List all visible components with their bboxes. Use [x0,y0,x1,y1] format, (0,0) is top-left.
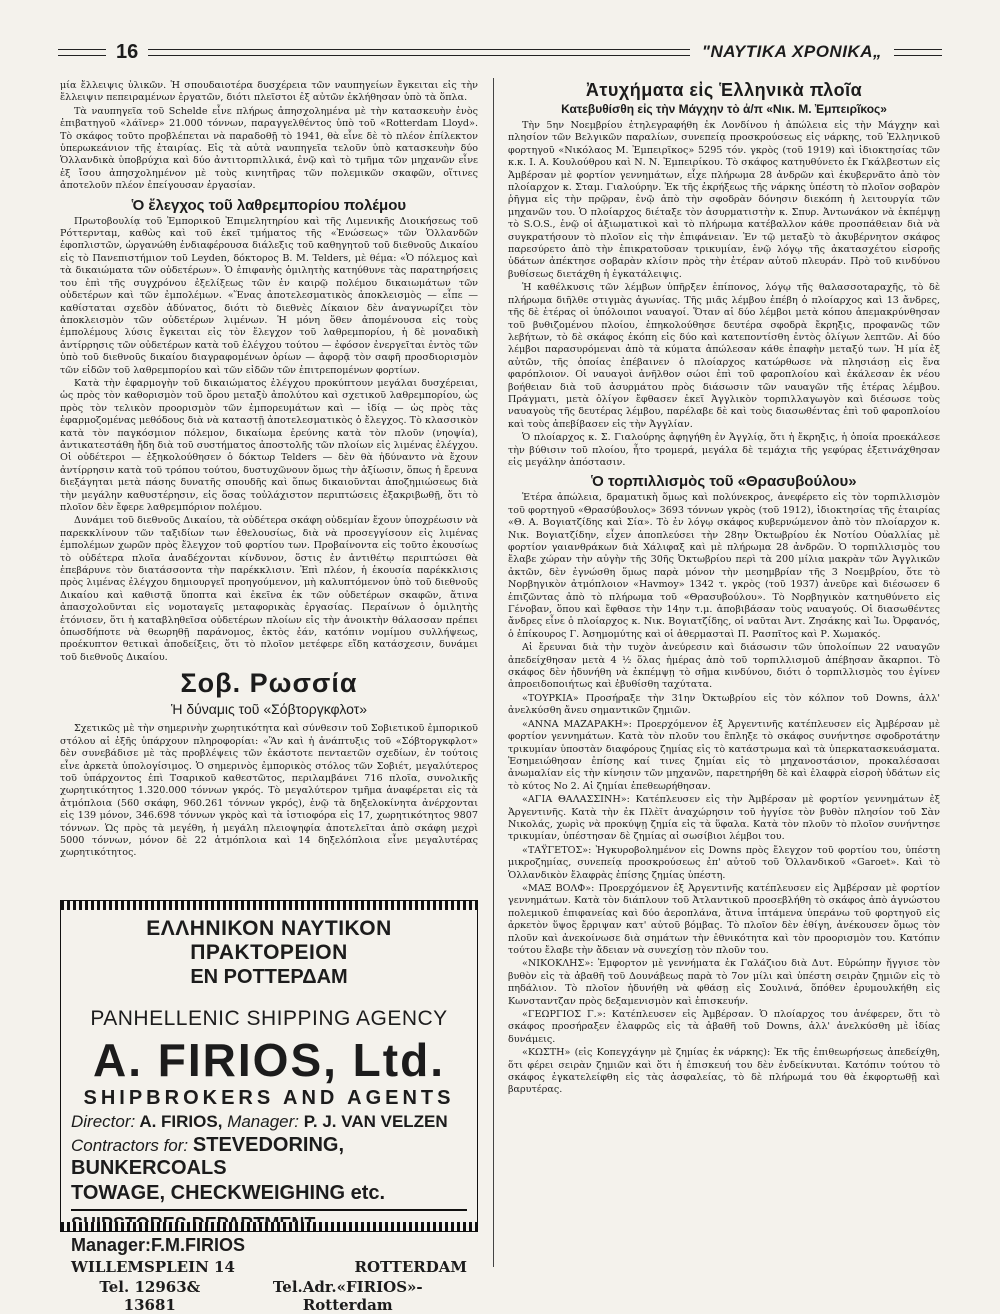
column-divider [493,78,494,1267]
left-intro-paragraph: μία ἔλλειψις ὑλικῶν. Ἡ σπουδαιοτέρα δυσχέρεια τῶν ναυπηγείων ἔγκειται εἰς τὴν ἔλλειψιν πεπειραμένων ἐργατῶν, διότι πλεῖστοι ἐξ αὐτῶν ἐκλήθησαν ὑπὸ τὰ ὅπλα. [60,80,478,104]
ad-tagline: SHIPBROKERS AND AGENTS [83,1087,455,1109]
ship-report-nikoklis: «ΝΙΚΟΚΛΗΣ»: Ἐμφορτον μὲ γεννήματα ἐκ Γαλάζιου διὰ Δυτ. Εὐρώπην ἤγγισε τὸν βυθὸν εἰς τὰ ἀβαθῆ τοῦ Δουνάβεως παρὰ τὸ 7ον μίλι καὶ ὑπέστη σειρὰν ζημιῶν εἰς τὸ πηδάλιον. Τὸ πλοῖον ἠδυνήθη νὰ φθάσῃ εἰς Σουλινά, ὅπόθεν ἐρυμουλκήθη εἰς Κωνσταντζαν πρὸς δεξαμενισμὸν καὶ ἐπισκευήν. [508,958,940,1007]
ad-manager-label: Manager: [227,1112,300,1131]
contraband-paragraph: Δυνάμει τοῦ διεθνοῦς Δικαίου, τὰ οὐδέτερα σκάφη οὐδεμίαν ἔχουν ὑποχρέωσιν νὰ παρεκκλίνουν τῶν ταξιδίων των ἐθελουσίως, διὰ νὰ προσεγγίσουν εἰς λιμένας ἐμπολέμων χωρῶν πρὸς ἔλεγχον τοῦ φορτίου των. Προβαίνοντα εἰς τοῦτο ἑκουσίως τὸ οὐδέτερα πλοῖα ἀναδέχονται κίνδυνον, ὅστις ἐν ἀντιθέτῳ περιπτώσει θὰ ἐπεβάρυνε τὸν διατάσσοντα τὴν παρέκκλισιν. Ἐπὶ πλέον, ἡ ἑκουσία παρέκκλισις πρὸς λιμένας ἐλέγχου δημιουργεῖ προηγούμενον, μὴ καλυπτόμενον ὑπὸ τοῦ διεθνοῦς Δικαίου καὶ καθιστᾷ ὕποπτα καὶ ἐκεῖνα ἐκ τῶν οὐδετέρων σκαφῶν, ἅτινα ἀπασχολοῦνται εἰς νομοταγεῖς μεταφορικὰς ἐργασίας. Περαίνων ὁ ὁμιλητὴς ἐτόνισεν, ὅτι ἡ καταβληθεῖσα οὐδετέρων πλοίων εἰς τὴν ἀνοικτὴν θάλασσαν πρέπει ὁπωσδήποτε νὰ θεωρηθῇ παράνομος, ἐκτὸς ἐάν, κατόπιν νομίμου συλλήψεως, προέκυπτον θετικαὶ ἀποδείξεις, ὅτι τὸ πλοῖον μετέφερε εἴδη κατάσχεσιν, δυνάμει τοῦ διεθνοῦς Δικαίου. [60,515,478,663]
ad-director-line [71,1112,467,1132]
ship-report-tourkia: «ΤΟΥΡΚΙΑ» Προσήραξε τὴν 31ην Ὀκτωβρίου εἰς τὸν κόλπον τοῦ Downs, ἀλλ' ἀνελκύσθη ἄνευ σημαντικῶν ζημιῶν. [508,692,940,717]
page-header [58,36,942,68]
ad-phone-row [71,1278,467,1314]
ship-report-taygetos: «ΤΑΫΓΕΤΟΣ»: Ἠγκυροβολημένον εἰς Downs πρὸς ἔλεγχον τοῦ φορτίου του, ὑπέστη μικροζημίας, συνεπείᾳ προσκρούσεως ἐπ' αὐτοῦ τοῦ Ὁλλανδικοῦ «Garoet». Καὶ τὸ Ὁλλανδικὸν ἔλαφρὰς ἐπίσης ζημίας ὑπέστη. [508,844,940,881]
ad-contractors: STEVEDORING, BUNKERCOALS [71,1134,345,1179]
ad-phone: Tel. 12963& 13681 [99,1278,201,1314]
ad-contractors-line [71,1134,467,1180]
accident-paragraph: Ὁ πλοίαρχος κ. Σ. Γιαλούρης ἀφηγήθη ἐν Ἀγγλίᾳ, ὅτι ἡ ἔκρηξις, ἡ ὁποία προεκάλεσε τὴν βύθισιν τοῦ πλοίου, ἦτο τρομερά, μεγάλα δὲ τεμάχια τῆς γεφύρας ἐξετινάχθησαν εἰς μεγάλην ἀπόστασιν. [508,432,940,468]
ship-report-max-wolf: «ΜΑΞ ΒΟΛΦ»: Προερχόμενον ἐξ Ἀργεντινῆς κατέπλευσεν εἰς Ἀμβέρσαν μὲ φορτίον γεννημάτων. Κατὰ τὸν διάπλουν τοῦ Ἀτλαντικοῦ προσεβλήθη τὸ σκάφος ἀπὸ ἀγνώστου πολεμικοῦ ἐπιφανείας καὶ δύο ἀεροπλάνα, ἅτινα ἱπτάμενα ὑπεράνω τοῦ φορτηγοῦ εἰς ἀρκετὸν ὕψος ἔρριψαν κατ' αὐτοῦ βόμβας. Τὸ πλοῖον δὲν ἐθίγη, ἀνέκουσεν ὅμως τὸν πλοῦν καὶ ἀνεκοίνωσε διὰ σημάτων τὴν ἐθνικότητα καὶ τὸν προορισμὸν του. Κατόπιν τούτου ἔλαβε τὴν ἄδειαν νὰ συνεχίσῃ τὸν πλοῦν του. [508,882,940,956]
accident-paragraph: Ἡ καθέλκυσις τῶν λέμβων ὑπῆρξεν ἐπίπονος, λόγῳ τῆς θαλασσοταραχῆς, τὸ δὲ πλήρωμα διῆλθε στιγμὰς ἀγωνίας. Τῆς μιᾶς λέμβου ἐπέβη ὁ πλοίαρχος καὶ 13 ἄνδρες, τῆς δὲ ἑτέρας οἱ ὑπόλοιποι ναυαγοί. Ὅταν αἱ δύο λέμβοι μετὰ κόπου ἀπεμακρύνθησαν τοῦ βυθιζομένου πλοίου, ἐπηκολούθησε δευτέρα σφοδρὰ ἔκρηξις, προφανῶς τῶν λεβήτων, τὸ δὲ σκάφος ἐκόπη εἰς δύο καὶ κατεποντίσθη ἐντὸς ὀλίγων λεπτῶν. Αἱ δύο λέμβοι παρασυρόμεναι ἀπὸ τὰ κύματα ἀπώλεσαν κάθε ἐπαφὴν μεταξύ των. Ἡ μία ἐξ αὐτῶν, τῆς ὁποίας ἐπέβαινεν ὁ πλοίαρχος κατώρθωσε νὰ πλησιάσῃ εἰς ἕνα φαρόπλοιον. Οἱ ναυαγοὶ ἀνῆλθον σώοι ἐπὶ τοῦ φαροπλοίου καὶ ἐκάλεσαν ἐκ νέου βοήθειαν διὰ τοῦ ἀσυρμάτου πρὸς διάσωσιν τῶν ναυαγῶν τῆς ἑτέρας λέμβου. Πράγματι, μετὰ ὀλίγον ἔφθασεν ἐκεῖ Ἀγγλικὸν τορπιλλαγωγὸν καὶ διέσωσε τοὺς ναυαγοὺς τῆς δευτέρας λέμβου, παρέλαβε δὲ καὶ τοὺς διασωθέντας ἐπὶ τοῦ φαροπλοίου καὶ τοὺς ἀπεβίβασεν εἰς τὴν Ἀγγλίαν. [508,282,940,430]
firios-advertisement [60,900,478,1314]
ship-report-georgios: «ΓΕΩΡΓΙΟΣ Γ.»: Κατέπλευσεν εἰς Ἀμβέρσαν. Ὁ πλοίαρχος του ἀνέφερεν, ὅτι τὸ σκάφος προσήραξεν ἐλαφρῶς εἰς τὰ ἀβαθῆ τοῦ Downs, ἀλλ' ἀνελκύσθη μὲ ἰδίας δυνάμεις. [508,1009,940,1045]
accident-paragraph: Τὴν 5ην Νοεμβρίου ἐτηλεγραφήθη ἐκ Λονδίνου ἡ ἀπώλεια εἰς τὴν Μάγχην καὶ πλησίον τῶν Βελγικῶν παραλίων, συνεπείᾳ προσκρούσεως εἰς νάρκης, τοῦ Ἑλληνικοῦ φορτηγοῦ «Νικόλαος Μ. Ἐμπειρῖκος» 5295 τόν. γκρὸς (τοῦ 1919) καὶ ἰδιοκτησίας τῶν κ.κ. Ι. Α. Κουλούθρου καὶ Ν. Ν. Ἐμπειρίκου. Τὸ σκάφος κατηυθύνετο ἐκ Γκάλβεστων εἰς Ἀμβέρσαν μὲ φορτίον γεννημάτων, εἶχε πλήρωμα 28 ἀνδρῶν καὶ ἐκυβερνᾶτο ἀπὸ τὸν πλοίαρχον κ. Σταμ. Γιαλούρην. Ἐκ τῆς ἐκρήξεως τῆς νάρκης ὑπέστη τὸ πλοῖον σοβαρὸν ῥῆγμα εἰς τὴν πρῷραν, ἐνῷ ἀπὸ τὴν σφοδρὰν δόνησιν διεκόπη ἡ λειτουργία τῶν μηχανῶν του. Ὁ πλοίαρχος διέταξε τὸν ἀσυρματιστὴν κ. Σπυρ. Ἀντωνάκον νὰ ἐκπέμψῃ τὸ S.O.S., ἐνῷ οἱ ἀξιωματικοὶ καὶ τὸ πλήρωμα κατέβαλλον κάθε προσπάθειαν διὰ νὰ συγκρατήσουν τὸ πλοῖον εἰς τὴν ἐπιφάνειαν. Ἐν τῷ μεταξὺ τὸ ἀκυβέρνητον σκάφος παρεσύρετο ἀπὸ τὴν ἐπικρατοῦσαν τρικυμίαν, ἐνῷ λόγῳ τῆς ἀκατασχέτου εἰσροῆς ὑδάτων ἀπέκτησε σοβαρὰν κλίσιν πρὸς τὴν ἑτέραν αὐτοῦ πλευράν. Πρὸ τοῦ κινδύνου βυθίσεως διετάχθη ἡ ἐγκατάλειψις. [508,120,940,280]
ad-contractors-label: Contractors for: [71,1136,189,1155]
right-column [508,80,940,1267]
ad-border-band-bottom [61,1222,477,1231]
ad-services-line: TOWAGE, CHECKWEIGHING etc. [71,1182,386,1204]
ship-report-kosti: «ΚΩΣΤΗ» (εἰς Κοπεγχάγην μὲ ζημίας ἐκ νάρκης): Ἐκ τῆς ἐπιθεωρήσεως ἀπεδείχθη, ὅτι φέρει σειρὰν ζημιῶν καὶ ὅτι ἡ ἐπισκευή του δὲν ἐνδείκνυται. Κατόπιν τούτου τὸ σκάφος ἐγκατελείφθη εἰς τὰς ἀσφαλείας, τὸ δὲ πλήρωμά του θὰ ἐκφορτωθῇ καὶ βαρυτέρας. [508,1047,940,1096]
ad-greek-title: ΕΛΛΗΝΙΚΟΝ ΝΑΥΤΙΚΟΝ ΠΡΑΚΤΟΡΕΙΟΝ [146,917,392,964]
ad-address-city: ROTTERDAM [354,1258,467,1276]
ad-telegraph-address: Tel.Adr.«FIRIOS»-Rotterdam [272,1278,423,1314]
torpedo-paragraph: Ἑτέρα ἀπώλεια, δραματικὴ ὅμως καὶ πολύνεκρος, ἀνεφέρετο εἰς τὸν τορπιλλισμὸν τοῦ φορτηγοῦ «Θρασύβουλος» 3693 τόννων γκρὸς (τοῦ 1912), ἰδιοκτησίας τῆς ἑταιρίας «Θ. Α. Βογιατζίδης καὶ Σία». Τὸ ἐν λόγῳ σκάφος κυβερνώμενον ἀπὸ τὸν πλοίαρχον κ. Νικ. Βογιατζίδην, εἶχεν ἀποπλεύσει τὴν 28ην Ὀκτωβρίου ἐκ Νοτίου Οὐαλλίας μὲ φορτίον γαιανθράκων διὰ Χάλιφαξ καὶ μὲ πλήρωμα 28 ἀνδρῶν. Ὁ τορπιλλισμὸς του ἔλαβε χώραν τὴν αὐγὴν τῆς 30ῆς Ὀκτωβρίου περὶ τὰ 200 μίλια μακρὰν τῶν Ἀγγλικῶν ἀκτῶν, δὲν ἐγνώσθη ὅμως παρὰ μόνον τὴν μεσημβρίαν τῆς 3 Νοεμβρίου, ὅτε τὸ Νορβηγικὸν ἀτμόπλοιον «Havmoy» 1342 τ. γκρὸς (τοῦ 1937) ἀνεῦρε καὶ διέσωσεν 6 ἐπιζῶντας ἀπὸ τὸ πλήρωμα τοῦ «Θρασυβούλου». Τὸ Νορβηγικὸν κατηυθύνετο εἰς Γένοβαν, ὅπου καὶ ἔφθασε τὴν 14ην τ.μ. ἀποβιβάσαν τοὺς ναυαγούς. Οἱ διασωθέντες ἄνδρες εἶνε ὁ πλοίαρχος κ. Νικ. Βογιατζίδης, οἱ ναῦται Ἀντ. Ζησάκης καὶ Ἰω. Ὀρφανός, ὁ ἐπίκουρος Γ. Ἀσημομύτης καὶ οἱ ἀθερμασταὶ Π. Ρασπῖτος καὶ Ρ. Χωμακός. [508,492,940,640]
heading-contraband: Ὁ ἔλεγχος τοῦ λαθρεμπορίου πολέμου [131,196,407,214]
heading-thrasyvoulos-torpedoing: Ὁ τορπιλλισμὸς τοῦ «Θρασυβούλου» [591,473,857,491]
ad-manager: P. J. VAN VELZEN [303,1112,448,1131]
ad-border-band-top [61,901,477,910]
subheading-empirikos-sunk: Κατεβυθίσθη εἰς τὴν Μάγχην τὸ ἀ/π «Νικ. Μ. Ἐμπειρῖκος» [561,102,887,116]
ad-address-row [71,1258,467,1276]
header-rule-left [58,49,106,56]
header-rule-middle [148,49,690,56]
ad-shipstores-line: Manager:F.M.FIRIOS [71,1209,467,1256]
subheading-sovtorgflot: Ἡ δύναμις τοῦ «Σόβτοργκφλοτ» [170,701,368,718]
heading-soviet-russia: Σοβ. Ρωσσία [180,668,358,699]
header-rule-right [894,49,942,56]
left-column [60,80,478,891]
ship-report-anna-mazaraki: «ΑΝΝΑ ΜΑΖΑΡΑΚΗ»: Προερχόμενον ἐξ Ἀργεντινῆς κατέπλευσεν εἰς Ἀμβέρσαν μὲ φορτίον γεννημάτων. Κατὰ τὸν πλοῦν του ἔπληξε τὸ σκάφος συνήντησε σφοδροτάτην τρικυμίαν ὑποστὰν διαφόρους ζημίας εἰς τὸ κατάστρωμα καὶ τὰ ὑπερκατασκευάσματα. Ἐσημειώθησαν ἐπίσης καί τινες ζημίαι εἰς τὸ μηχανοστάσιον, προκαλέσασαι ἀνωμαλίαν εἰς τὴν κίνησιν τῶν μηχανῶν, παρετηρήθη δὲ καὶ ἐλαφρὰ εἰσροὴ ὑδάτων εἰς τὸ κύτος No 2. Αἱ ζημίαι ἐπεθεωρήθησαν. [508,718,940,792]
ad-agency-name: PANHELLENIC SHIPPING AGENCY [90,1007,448,1030]
ad-address-street: WILLEMSPLEIN 14 [71,1258,235,1276]
ad-content [71,915,467,1314]
page-number: 16 [116,40,139,63]
publication-title: "ΝΑΥΤΙΚΑ ΧΡΟΝΙΚΑ„ [701,42,882,61]
ship-report-agia-thalassini: «ΑΓΙΑ ΘΑΛΑΣΣΙΝΗ»: Κατέπλευσεν εἰς τὴν Ἀμβέρσαν μὲ φορτίον γεννημάτων ἐξ Ἀργεντινῆς. Κατὰ τὴν ἐκ Πλὲϊτ ἀναχώρησιν τοῦ ἠγγίσε τὸν βυθὸν πλησίον τοῦ Σὰν Νικολάς, χωρὶς νὰ προκύψῃ ζημία εἰς τὰ ὕφαλα. Κατὰ τὸν πλοῦν τὸ πλοῖον συνήντησε τρικυμίαν, ὑπέστησαν δὲ ζημίας αἱ σωσίβιοι λέμβοι του. [508,794,940,843]
ad-director-label: Director: [71,1112,136,1131]
left-intro-paragraph: Τὰ ναυπηγεῖα τοῦ Schelde εἶνε πλήρως ἀπησχολημένα μὲ τὴν κατασκευὴν ἑνὸς ἐπιβατηγοῦ «λάϊνερ» 21.000 τόννων, παραγγελθέντος ὑπὸ τοῦ «Rotterdam Lloyd». Τὸ σκάφος τοῦτο προβλέπεται νὰ παραδοθῇ τὸ 1941, θὰ εἶνε δὲ τὸ πλέον ἐπίλεκτον ὑπερωκεάνιον τῆς ἑταιρίας. Εἰς τὰ αὐτὰ ναυπηγεῖα τελοῦν ὑπὸ κατασκευὴν δύο Ὁλλανδικὰ ὑποβρύχια καὶ δύο ἀντιτορπιλλικά, ἐνῷ καὶ τὸ τμῆμα τῶν μηχανῶν εἶνε ἐξ ἴσου ἀπησχολημένον μὲ τοὺς κινητῆρας τῶν πολεμικῶν σκαφῶν, οἵτινες ἀποτελοῦν πλέον ἐπείγουσαν ἐργασίαν. [60,105,478,192]
soviet-paragraph: Σχετικῶς μὲ τὴν σημερινὴν χωρητικότητα καὶ σύνθεσιν τοῦ Σοβιετικοῦ ἐμπορικοῦ στόλου αἱ ἐξῆς ὑπάρχουν πληροφορίαι: «Ἂν καὶ ἡ ἀνάπτυξις τοῦ «Σόβτοργκφλοτ» δὲν συνεβάδισε μὲ τὰς προβλέψεις τῶν ἑκάστοτε πενταετῶν σχεδίων, ἐν τούτοις εἶνε ἀρκετὰ ὑπολογίσιμος. Ὁ σημερινὸς ἐμπορικὸς στόλος τῶν Σοβιέτ, μεγαλύτερος τοῦ ὑπάρχοντος ἐπὶ Τσαρικοῦ καθεστῶτος, περιλαμβάνει 716 πλοῖα, συνολικῆς χωρητικότητος 1.320.000 τόννων γκρός. Τὸ μεγαλύτερον τμῆμα ἀναφέρεται εἰς τὰ ἀτμόπλοια (560 σκάφη, 960.261 τόννων γκρός), ἐνῷ τὰ δηξελοκίνητα ἀνέρχονται εἰς 139 μόνον, 346.698 τόννων γκρὸς καὶ τὰ ἱστιοφόρα εἰς 17, χωρητικότητος 9807 τόννων. Ὡς πρὸς τὰ μεγέθη, ἡ μεγάλη πλειοψηφία ἀποτελεῖται ἀπὸ σκάφη μεχρὶ 5000 τόννων, μόνον δὲ 22 ἀτμόπλοια καὶ 14 δηξελόπλοια εἶνε μεγαλυτέρας χωρητικότητος. [60,723,478,859]
heading-greek-ship-accidents: Ἀτυχήματα εἰς Ἑλληνικὰ πλοῖα [585,80,863,100]
ad-director: A. FIRIOS, [139,1112,223,1131]
torpedo-paragraph: Αἱ ἔρευναι διὰ τὴν τυχὸν ἀνεύρεσιν καὶ διάσωσιν τῶν ὑπολοίπων 22 ναυαγῶν ἀπεδείχθησαν μετὰ 4 ½ ὅλας ἡμέρας ἀπὸ τοῦ τορπιλλισμοῦ ἀπέβησαν ἄκαρποι. Τὸ σκάφος δὲν ἠδυνήθη νὰ ἐκπέμψῃ τὸ σῆμα κινδύνου, διότι ὁ τορπιλλισμὸς του ἐγίνεν ἀπροειδοποιήτως καὶ ἐβυθίσθη ταχύτατα. [508,642,940,691]
ad-greek-location: ΕΝ ΡΟΤΤΕΡΔΑΜ [190,966,348,988]
contraband-paragraph: Πρωτοβουλίᾳ τοῦ Ἐμπορικοῦ Ἐπιμελητηρίου καὶ τῆς Λιμενικῆς Διοικήσεως τοῦ Ρόττερνταμ, καθὼς καὶ τοῦ ἐκεῖ τμήματος τῆς «Ἑνώσεως» τῶν Ὁλλανδῶν ἐφοπλιστῶν, ὠργανώθη ἐνδιαφέρουσα διάλεξις τοῦ καθηγητοῦ τοῦ διεθνοῦς Δικαίου εἰς τὸ Πανεπιστήμιον τοῦ Leyden, δόκτορος Β. Μ. Telders, μὲ θέμα: «Ὁ πόλεμος καὶ τὰ δικαιώματα τῶν οὐδετέρων». Ὁ ἐπιφανὴς ὁμιλητὴς κατηύθυνε τὰς παρατηρήσεις του ἐπὶ τῆς συγχρόνου ἐξελίξεως τῶν ἐν καιρῷ πολέμου δικαιωμάτων τῶν οὐδετέρων καὶ τῶν ἐμπολέμων. «Ἕνας ἀποτελεσματικὸς ἀποκλεισμὸς — εἶπε — καθίσταται σχεδὸν ἀδύνατος, διότι τὸ διεθνὲς Δίκαιον δὲν ἀναγνωρίζει τὸν ἀποκλεισμὸν τῶν οὐδετέρων λιμένων. Ἡ μόνη ὅθεν ἀπομένουσα εἰς τοὺς ἐμπολέμους λύσις ἔγκειται εἰς τὸν ἔλεγχον τοῦ λαθρεμπορίου, ἡ δὲ μοναδικὴ ἀντίρρησις τῶν οὐδετέρων κατὰ τοῦ ἐλέγχου τούτου — ἐφόσον ἐνεργεῖται ἐντὸς τῶν ὑπὸ τοῦ διεθνοῦς δικαίου διαγραφομένων ὁρίων — ἀφορᾷ τὸν σαφῆ προσδιορισμὸν τῶν εἰδῶν τοῦ λαθρεμπορίου καὶ τῶν εἰδῶν τῶν ἐπιτρεπομένων φορτίων. [60,215,478,376]
ad-company-name: A. FIRIOS, Ltd. [93,1034,445,1086]
contraband-paragraph: Κατὰ τὴν ἐφαρμογὴν τοῦ δικαιώματος ἐλέγχου προκύπτουν μεγάλαι δυσχέρειαι, ὡς πρὸς τὸν καθορισμὸν τοῦ ὅρου μεταξὺ ἀπολύτου καὶ σχετικοῦ λαθρεμπορίου, ὡς πρὸς τὸν τελικὸν προορισμὸν τῶν ἐμπορευμάτων καὶ — ἰδίᾳ — ὡς πρὸς τὰς ἐφαρμοζομένας μεθόδους διὰ νὰ καταστῇ ἀποτελεσματικὸς ὁ ἔλεγχος. Τὸ κλασσικὸν κατὰ τὸν παγκόσμιον πόλεμον, δικαίωμα ἐρεύνης κατὰ τὸν πλοῦν (νηοψία), ἀντικατεστάθη ἤδη διὰ τοῦ συστήματος ἀποστολῆς τῶν πλοίων εἰς λιμένας ἐλέγχου. Οἱ οὐδέτεροι — ἐξηκολούθησεν ὁ δόκτωρ Telders — δὲν θὰ ἠδύναντο νὰ ἔχουν ἀντίρρησιν κατὰ τοῦ τρόπου τούτου, δυστυχῶνουν ὅμως τὴν ἀξίωσιν, ὅπως ἡ ἔρευνα διεξάγηται μετὰ πάσης δυνατῆς σπουδῆς καὶ ὅπως δικαιοῦνται ἀποζημιώσεως διὰ τὴν μεγάλην καθυστέρησιν, εἰς ὅσας τοὐλάχιστον περιπτώσεις ἐξακριβωθῇ, ὅτι τὸ πλοῖον δὲν ἔφερε λαθρεμπόριον πολέμου. [60,377,478,513]
